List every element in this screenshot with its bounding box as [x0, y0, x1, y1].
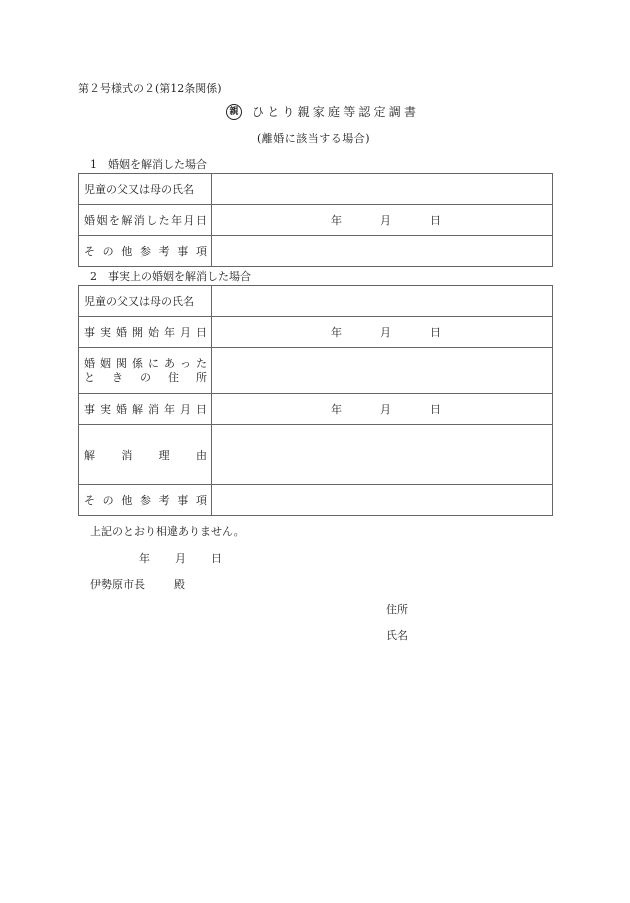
label-char: 係 — [132, 356, 143, 370]
label-char: そ — [84, 494, 95, 507]
spaced-label — [84, 492, 207, 508]
title-text: ひとり親家庭等認定調書 — [252, 105, 420, 119]
row-label: 児童の父又は母の氏名 — [79, 286, 212, 317]
label-char: 婚 — [116, 403, 127, 416]
declaration-text: 上記のとおり相違ありません。 — [90, 525, 245, 538]
label-char: あ — [164, 356, 175, 370]
document-title — [226, 103, 419, 120]
label-char: 月 — [180, 326, 191, 339]
section1-number: 1 — [90, 158, 97, 171]
label-char: 由 — [195, 448, 207, 462]
table-row — [79, 317, 553, 348]
label-char: 姻 — [96, 214, 108, 227]
row-label: 児童の父又は母の氏名 — [79, 174, 212, 205]
signature-date[interactable] — [139, 550, 222, 566]
label-char: の — [102, 494, 114, 507]
section2-title: 事実上の婚姻を解消した場合 — [108, 270, 251, 283]
label-char: 項 — [195, 494, 207, 507]
month-label: 月 — [175, 552, 186, 565]
label-char: 解 — [84, 448, 95, 462]
label-char: 実 — [100, 403, 111, 416]
addressee — [90, 576, 185, 592]
spaced-label — [84, 401, 207, 417]
label-char: っ — [180, 356, 191, 370]
label-char: 実 — [100, 326, 111, 339]
year-label: 年 — [331, 403, 342, 416]
label-char: 年 — [164, 403, 175, 416]
applicant-name-label: 氏名 — [386, 629, 408, 642]
label-char: と — [84, 370, 95, 384]
addressee-name: 伊勢原市長 — [90, 578, 145, 591]
other-notes-field[interactable] — [212, 236, 553, 267]
day-label: 日 — [430, 403, 441, 416]
month-label: 月 — [380, 326, 391, 339]
de-facto-marriage-table — [78, 285, 553, 516]
spaced-label — [84, 243, 207, 259]
circled-parent-mark-icon: 親 — [226, 104, 242, 120]
label-char: 年 — [171, 214, 183, 227]
section1-heading — [90, 156, 207, 172]
label-char: の — [140, 370, 151, 384]
label-char: し — [146, 214, 158, 227]
row-label — [79, 485, 212, 516]
label-char: 所 — [196, 370, 207, 384]
table-row — [79, 348, 553, 394]
day-label: 日 — [430, 326, 441, 339]
label-char: 日 — [195, 214, 207, 227]
label-char: き — [112, 370, 123, 384]
applicant-address-label: 住所 — [386, 603, 408, 616]
label-char: 他 — [121, 245, 133, 258]
label-char: た — [158, 214, 170, 227]
label-char: 消 — [148, 403, 159, 416]
label-char: 住 — [168, 370, 179, 384]
label-char: 参 — [139, 245, 151, 258]
label-char: 事 — [84, 326, 95, 339]
label-char: 婚 — [84, 356, 95, 370]
spaced-label — [84, 357, 207, 371]
label-char: 消 — [121, 448, 133, 462]
dissolution-reason-field[interactable] — [212, 425, 553, 485]
section2-number: 2 — [90, 270, 97, 283]
cohabitation-address-field[interactable] — [212, 348, 553, 394]
row-label — [79, 236, 212, 267]
spaced-label — [84, 324, 207, 340]
divorce-date-field[interactable] — [212, 205, 553, 236]
other-notes-field[interactable] — [212, 485, 553, 516]
day-label: 日 — [430, 214, 441, 227]
label-char: 月 — [183, 214, 195, 227]
label-char: 婚 — [84, 214, 95, 227]
label-char: 日 — [196, 403, 207, 416]
day-label: 日 — [211, 552, 222, 565]
label-char: 事 — [84, 403, 95, 416]
label-char: 項 — [195, 245, 207, 258]
label-char: 姻 — [100, 356, 111, 370]
year-label: 年 — [331, 214, 342, 227]
table-row — [79, 205, 553, 236]
label-char: 考 — [158, 494, 170, 507]
label-char: の — [102, 245, 114, 258]
parent-name-field[interactable] — [212, 286, 553, 317]
label-char: 関 — [116, 356, 127, 370]
label-char: 婚 — [116, 326, 127, 339]
label-char: 解 — [132, 403, 143, 416]
month-label: 月 — [380, 214, 391, 227]
row-label — [79, 348, 212, 394]
label-char: 事 — [177, 494, 189, 507]
label-char: 開 — [132, 326, 143, 339]
row-label — [79, 394, 212, 425]
label-char: 参 — [139, 494, 151, 507]
label-char: 消 — [133, 214, 145, 227]
parent-name-field[interactable] — [212, 174, 553, 205]
section1-title: 婚姻を解消した場合 — [108, 158, 207, 171]
row-label — [79, 205, 212, 236]
label-char: 考 — [158, 245, 170, 258]
label-char: 解 — [121, 214, 133, 227]
row-label — [79, 425, 212, 485]
table-row — [79, 286, 553, 317]
label-char: 始 — [148, 326, 159, 339]
label-char: そ — [84, 245, 95, 258]
section2-heading — [90, 268, 251, 284]
cohabitation-end-date-field[interactable] — [212, 394, 553, 425]
label-char: 月 — [180, 403, 191, 416]
cohabitation-start-date-field[interactable] — [212, 317, 553, 348]
row-label — [79, 317, 212, 348]
label-char: 事 — [177, 245, 189, 258]
spaced-label — [84, 212, 207, 228]
table-row — [79, 174, 553, 205]
table-row — [79, 425, 553, 485]
spaced-label — [84, 371, 207, 385]
label-char: 他 — [121, 494, 133, 507]
year-label: 年 — [331, 326, 342, 339]
form-number: 第２号様式の２(第12条関係) — [78, 82, 222, 95]
label-char: を — [108, 214, 120, 227]
document-subtitle: (離婚に該当する場合) — [257, 132, 371, 145]
table-row — [79, 394, 553, 425]
divorce-table — [78, 173, 553, 267]
year-label: 年 — [139, 552, 150, 565]
label-char: 理 — [158, 448, 170, 462]
table-row — [79, 236, 553, 267]
label-char: た — [196, 356, 207, 370]
table-row — [79, 485, 553, 516]
spaced-label — [84, 447, 207, 463]
label-char: に — [148, 356, 159, 370]
label-char: 年 — [164, 326, 175, 339]
honorific: 殿 — [174, 578, 185, 591]
month-label: 月 — [380, 403, 391, 416]
label-char: 日 — [196, 326, 207, 339]
